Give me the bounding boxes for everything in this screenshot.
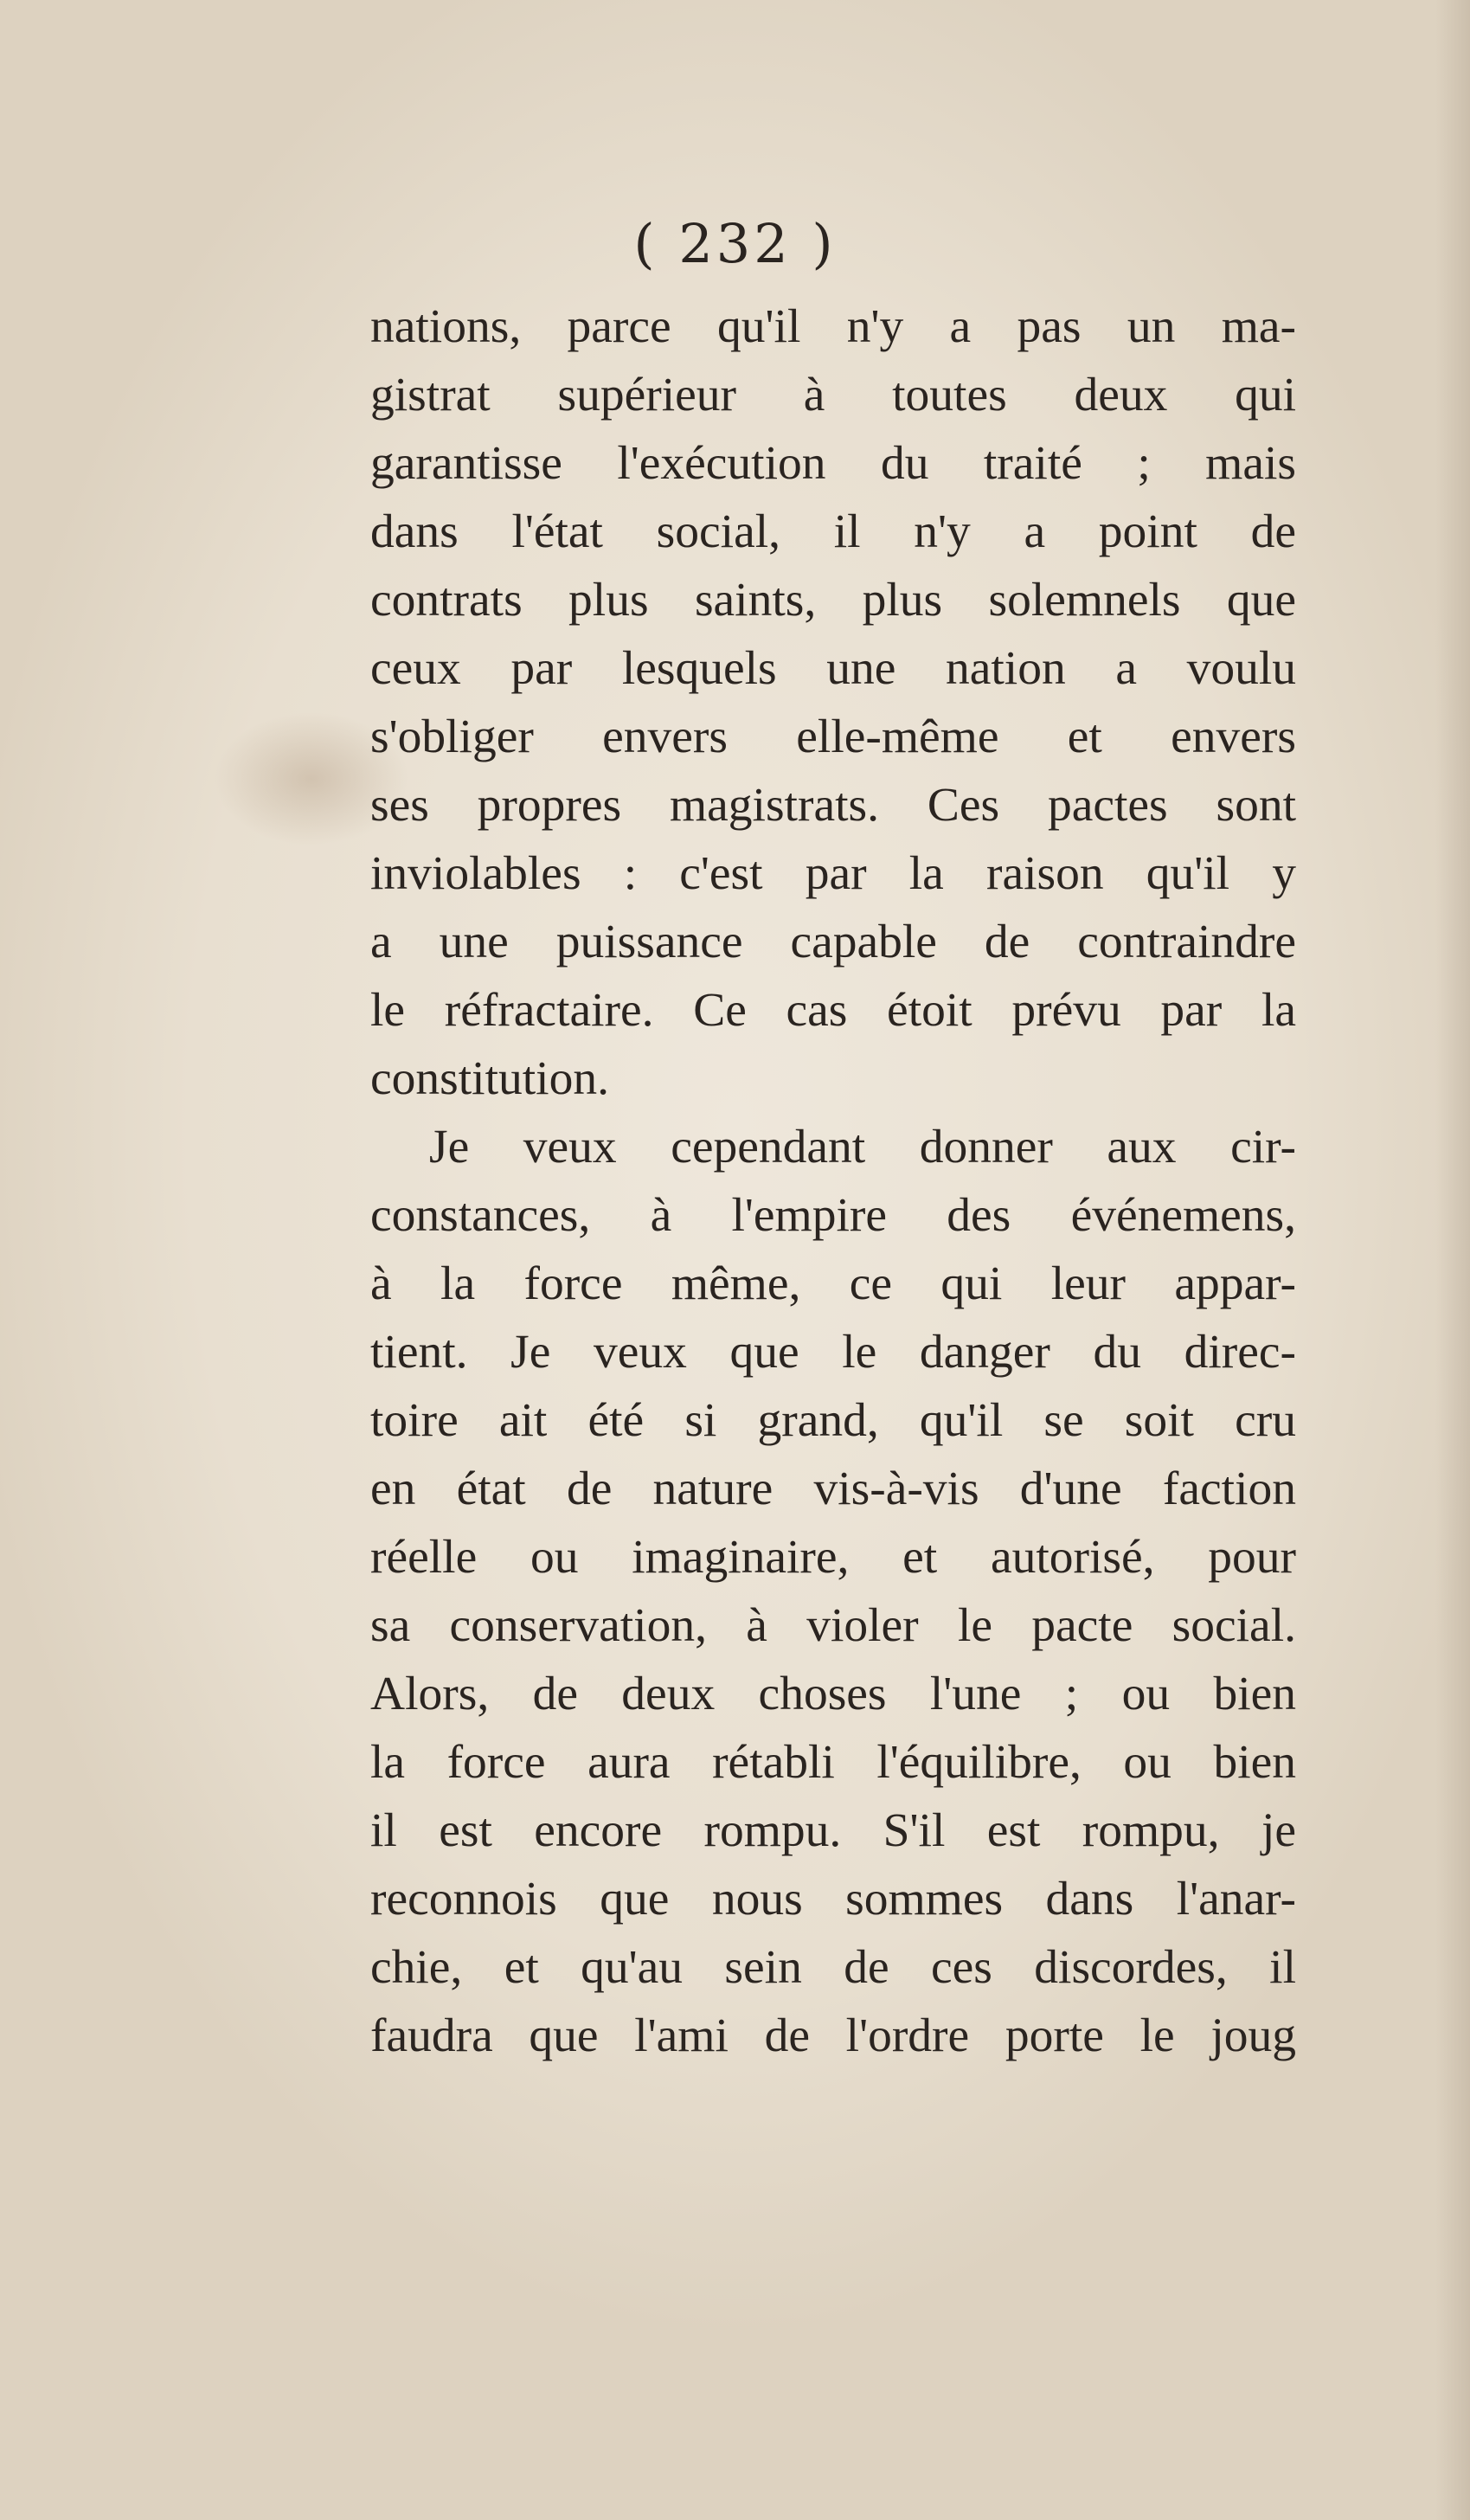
text-line: inviolables : c'est par la raison qu'il y: [370, 847, 1296, 900]
text-line: à la force même, ce qui leur appar-: [370, 1257, 1296, 1310]
text-line: en état de nature vis-à-vis d'une faction: [370, 1462, 1296, 1515]
text-line: sa conservation, à violer le pacte social.: [370, 1599, 1296, 1652]
page-number: ( 232 ): [633, 212, 837, 275]
text-line: le réfractaire. Ce cas étoit prévu par la: [370, 984, 1296, 1037]
text-line: chie, et qu'au sein de ces discordes, il: [370, 1941, 1296, 1994]
text-line: il est encore rompu. S'il est rompu, je: [370, 1804, 1296, 1857]
page-edge-shadow: [1435, 0, 1470, 2520]
text-line: réelle ou imaginaire, et autorisé, pour: [370, 1531, 1296, 1584]
paragraph-start-line: Je veux cependant donner aux cir-: [429, 1121, 1296, 1173]
text-line: toire ait été si grand, qu'il se soit cru: [370, 1394, 1296, 1447]
text-line: constances, à l'empire des événemens,: [370, 1189, 1296, 1242]
text-line: nations, parce qu'il n'y a pas un ma-: [370, 300, 1296, 353]
text-line: ceux par lesquels une nation a voulu: [370, 642, 1296, 695]
text-line: faudra que l'ami de l'ordre porte le joug: [370, 2009, 1296, 2062]
text-line: a une puissance capable de contraindre: [370, 916, 1296, 968]
text-line: ses propres magistrats. Ces pactes sont: [370, 779, 1296, 832]
text-line: s'obliger envers elle-même et envers: [370, 710, 1296, 763]
text-line: contrats plus saints, plus solemnels que: [370, 574, 1296, 627]
text-line: gistrat supérieur à toutes deux qui: [370, 369, 1296, 421]
text-line: tient. Je veux que le danger du direc-: [370, 1326, 1296, 1379]
text-line: Alors, de deux choses l'une ; ou bien: [370, 1668, 1296, 1720]
text-line: reconnois que nous sommes dans l'anar-: [370, 1873, 1296, 1925]
text-line: constitution.: [370, 1052, 609, 1105]
text-line: dans l'état social, il n'y a point de: [370, 505, 1296, 558]
text-line: la force aura rétabli l'équilibre, ou bien: [370, 1736, 1296, 1789]
text-line: garantisse l'exécution du traité ; mais: [370, 437, 1296, 490]
body-text: [370, 292, 1296, 2070]
